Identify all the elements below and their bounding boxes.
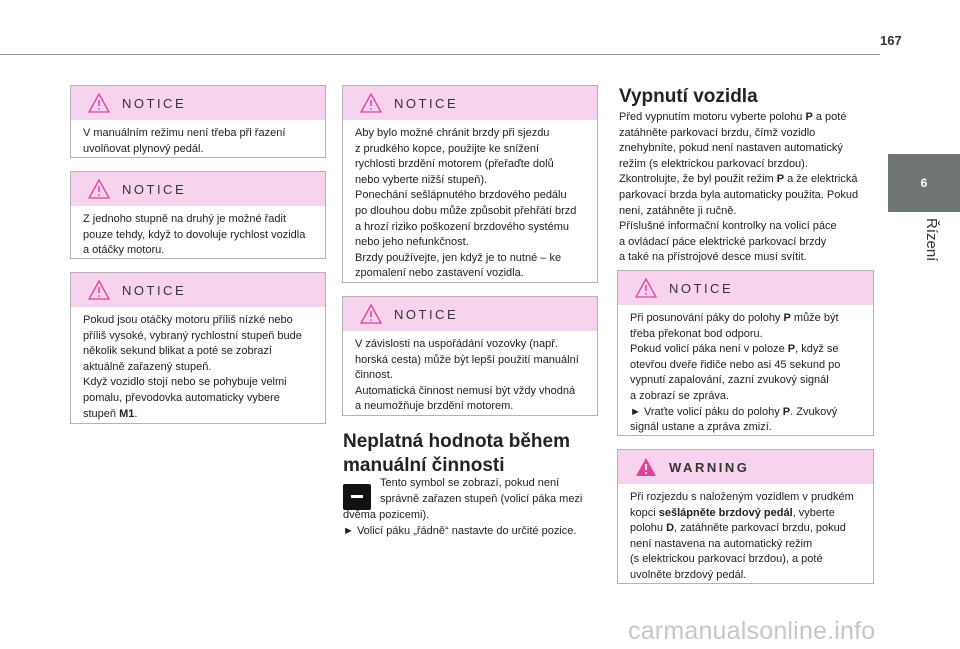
text-fragment: zatáhněte parkovací brzdu, čímž vozidlo [619,126,816,139]
text-line: po dlouhou dobu může způsobit přehřátí brzd [355,204,577,217]
emphasis-text: P [782,405,791,418]
warning-text [618,484,873,590]
text-line [619,188,881,204]
text-line [619,250,881,266]
text-line: činnost. [355,369,393,382]
text-fragment: třeba překonat bod odporu. [630,327,763,340]
text-line: Automatická činnost nemusí být vždy vhodná [355,384,576,397]
text-fragment: není nastavena na automatický režim [630,537,813,550]
text-line [619,204,881,220]
warning-triangle-icon [635,278,657,298]
notice-box [342,85,598,283]
text-line [630,358,861,374]
text-fragment: signál ustane a zpráva zmizí. [630,421,772,434]
warning-triangle-icon [635,457,657,477]
warning-triangle-icon [88,280,110,300]
page-number: 167 [880,33,902,48]
text-fragment: Při rozjezdu s naloženým vozidlem v prudkém [630,491,854,503]
text-fragment: otevřou dveře řidiče nebo asi 45 sekund po [630,358,841,371]
warning-triangle-icon [88,93,110,113]
notice-header [71,86,325,120]
text-line: Tento symbol se zobrazí, pokud není [380,477,560,489]
text-fragment: uvolněte brzdový pedál. [630,568,747,581]
text-fragment: polohu [630,522,667,535]
text-line [619,219,881,235]
notice-header [71,273,325,307]
text-line: zpomalení nebo zastavení vozidla. [355,267,524,280]
text-line [619,126,881,142]
warning-triangle-icon [360,304,382,324]
notice-text [71,206,325,265]
chapter-tab[interactable]: 6 [888,154,960,212]
warning-box [617,449,874,584]
text-line [630,405,861,421]
text-line [630,373,861,389]
gear-mode-label: M1 [119,407,135,420]
heading-line: manuální činnosti [343,455,505,476]
notice-header [71,172,325,206]
text-fragment: Příslušné informační kontrolky na volicí páce [619,220,837,233]
text-line: a hrozí riziko poškození brzdového systému [355,220,569,233]
text-line: horská cesta) může být lepší použití manuální [355,353,579,366]
notice-title: NOTICE [122,282,187,298]
emphasis-text: P [787,343,796,356]
notice-header [618,271,873,305]
text-fragment: a zobrazí se zpráva. [630,389,730,402]
notice-text [618,305,873,442]
text-fragment: Před vypnutím motoru vyberte polohu [619,111,806,123]
text-fragment: Pokud volicí páka není v poloze [630,343,788,356]
watermark-text: carmanualsonline.info [628,617,876,645]
text-line: uvolňovat plynový pedál. [83,142,204,155]
text-line [630,389,861,405]
text-line [630,506,861,522]
warning-triangle-icon [88,179,110,199]
emphasis-text: P [805,111,813,123]
text-fragment: a že elektrická [784,173,858,186]
notice-header [343,86,597,120]
text-line [630,420,861,436]
text-fragment: kopci [630,506,659,519]
text-line: nebo jeho nefunkčnost. [355,236,469,249]
text-line: Aby bylo možné chránit brzdy při sjezdu [355,127,550,139]
text-line: ► Volicí páku „řádně“ nastavte do určité pozice. [343,524,577,537]
notice-title: NOTICE [394,95,459,111]
text-line [619,110,881,126]
text-fragment: , zatáhněte parkovací brzdu, pokud [674,522,846,535]
notice-text [71,307,325,428]
text-fragment: (s elektrickou parkovací brzdou), a poté [630,553,823,566]
text-line: a neumožňuje brzdění motorem. [355,400,514,413]
text-line [630,521,861,537]
text-fragment: a ovládací páce elektrické parkovací brzdy [619,235,827,248]
emphasis-text: D [666,522,675,535]
text-fragment: . Zvukový [790,405,838,418]
text-fragment: Při posunování páky do polohy [630,312,784,324]
text-line [619,141,881,157]
warning-title: WARNING [669,459,750,475]
text-fragment: režim (s elektrickou parkovací brzdou). [619,157,808,170]
text-line [630,311,861,327]
text-line: správně zařazen stupeň (volicí páka mezi [380,492,583,505]
notice-title: NOTICE [394,306,459,322]
text-line [619,235,881,251]
text-line: Ponechání sešlápnutého brzdového pedálu [355,189,567,202]
emphasis-text: P [783,312,791,324]
text-line: příliš vysoké, vybraný rychlostní stupeň bude [83,329,302,342]
chapter-label: Řízení [923,218,940,262]
text-line [630,490,861,506]
notice-title: NOTICE [669,280,734,296]
text-line: rychlosti brzdění motorem (přeřaďte dolů [355,158,554,171]
notice-text [71,120,325,163]
text-fragment: stupeň [83,407,120,420]
text-line: několik sekund blikat a poté se zobrazí [83,345,272,358]
text-fragment: , vyberte [792,506,835,519]
warning-triangle-icon [360,93,382,113]
section-heading: Vypnutí vozidla [619,86,758,107]
text-fragment: není, zatáhněte ji ručně. [619,204,737,217]
intro-text [619,110,881,266]
invalid-gear-symbol-icon [343,484,371,510]
text-line: z prudkého kopce, použijte ke snížení [355,142,540,155]
text-line [630,327,861,343]
heading-line: Neplatná hodnota během [343,431,570,452]
text-line [83,407,313,423]
text-line: Brzdy používejte, jen když je to nutné – ke [355,251,562,264]
warning-header [618,450,873,484]
symbol-description-cont [343,508,603,539]
text-fragment: Zkontrolujte, že byl použit režim [619,173,777,186]
text-line: aktuálně zařazený stupeň. [83,360,212,373]
notice-title: NOTICE [122,181,187,197]
text-fragment: a poté [812,111,847,123]
text-fragment: může být [790,312,839,324]
text-fragment: znehybníte, pokud není nastaven automatický [619,142,843,155]
section-heading [343,430,570,478]
notice-box [342,296,598,416]
text-line: Z jednoho stupně na druhý je možné řadit [83,213,287,225]
text-fragment: vypnutí zapalování, zazní zvukový signál [630,374,829,387]
symbol-description [380,476,600,507]
text-fragment: a také na přístrojové desce musí svítit. [619,251,807,264]
text-line [619,172,881,188]
notice-box [617,270,874,436]
text-fragment: parkovací brzda byla automaticky použita. Pokud [619,188,859,201]
text-line [630,568,861,584]
notice-box [70,85,326,158]
text-fragment: ► Vraťte volicí páku do polohy [630,405,783,418]
text-line: pouze tehdy, když to dovoluje rychlost vozidla [83,228,306,241]
text-line: V manuálním režimu není třeba při řazení [83,127,286,139]
text-line [630,537,861,553]
text-line [630,552,861,568]
text-line [630,342,861,358]
notice-text [343,331,597,421]
text-fragment: . [134,407,138,420]
notice-box [70,171,326,259]
text-line: pomalu, převodovka automaticky vybere [83,391,280,404]
text-line [619,157,881,173]
emphasis-text: sešlápněte brzdový pedál [658,506,793,519]
emphasis-text: P [776,173,785,186]
header-divider [0,54,880,55]
notice-header [343,297,597,331]
notice-title: NOTICE [122,95,187,111]
text-fragment: , když se [795,343,839,356]
notice-box [70,272,326,424]
text-line: nebo vyberte nižší stupeň). [355,173,488,186]
text-line: Když vozidlo stojí nebo se pohybuje velmi [83,376,287,389]
text-line: dvěma pozicemi). [343,509,430,521]
text-line: V závislosti na uspořádání vozovky (např. [355,338,558,350]
notice-text [343,120,597,288]
text-line: Pokud jsou otáčky motoru příliš nízké nebo [83,314,293,326]
text-line: a otáčky motoru. [83,244,165,257]
